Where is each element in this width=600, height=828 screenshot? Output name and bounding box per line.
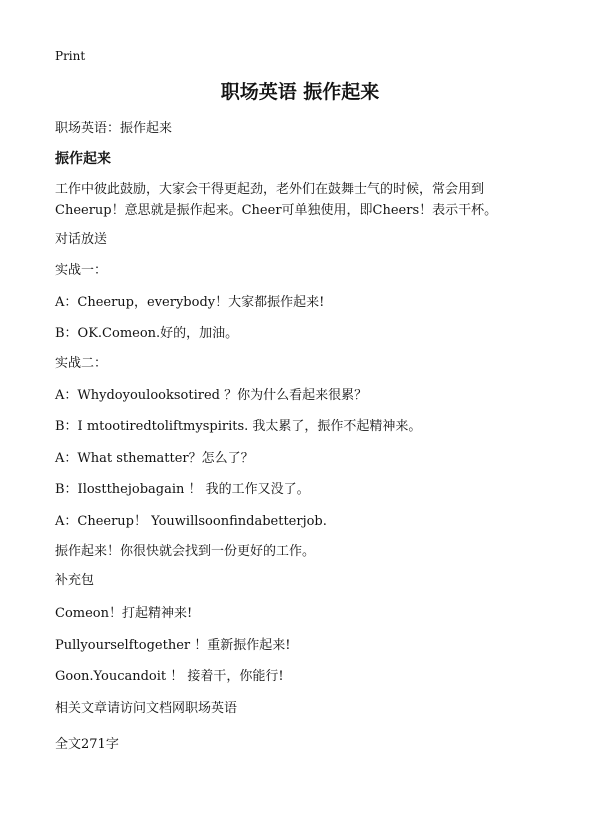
practice-2-line-b1: B：I mtootiredtoliftmyspirits. 我太累了，振作不起精神来。	[55, 419, 422, 434]
supplement-line-3: Goon.Youcandoit ！ 接着干，你能行!	[55, 669, 284, 684]
practice-2-line-a3: A：Cheerup！ Youwillsoonfindabetterjob.	[55, 514, 327, 529]
practice-1-heading: 实战一：	[55, 263, 108, 278]
practice-2-heading: 实战二：	[55, 356, 108, 371]
subtitle-line: 职场英语：振作起来	[55, 121, 173, 136]
page-title: 职场英语 振作起来	[220, 81, 380, 103]
practice-1-line-a: A：Cheerup，everybody！大家都振作起来!	[55, 295, 325, 310]
intro-paragraph-line-2: Cheerup！意思就是振作起来。Cheer可单独使用，即Cheers！表示干杯。	[55, 203, 498, 218]
print-label: Print	[55, 49, 86, 63]
practice-2-line-a1: A：Whydoyoulooksotired ？你为什么看起来很累？	[55, 388, 368, 403]
practice-2-line-a3-translation: 振作起来！你很快就会找到一份更好的工作。	[55, 544, 316, 559]
intro-paragraph-line-1: 工作中彼此鼓励，大家会干得更起劲，老外们在鼓舞士气的时候，常会用到	[55, 182, 485, 197]
practice-2-line-a2: A：What sthematter？怎么了？	[55, 451, 254, 466]
section-heading: 振作起来	[55, 151, 111, 167]
related-articles-line: 相关文章请访问文档网职场英语	[55, 701, 238, 716]
practice-1-line-b: B：OK.Comeon.好的，加油。	[55, 326, 239, 341]
word-count: 全文271字	[55, 737, 119, 752]
supplement-line-1: Comeon！打起精神来!	[55, 606, 193, 621]
dialog-heading: 对话放送	[55, 232, 108, 247]
practice-2-line-b2: B：Ilostthejobagain ！ 我的工作又没了。	[55, 482, 310, 497]
supplement-heading: 补充包	[55, 573, 95, 588]
supplement-line-2: Pullyourselftogether ！重新振作起来!	[55, 638, 291, 653]
